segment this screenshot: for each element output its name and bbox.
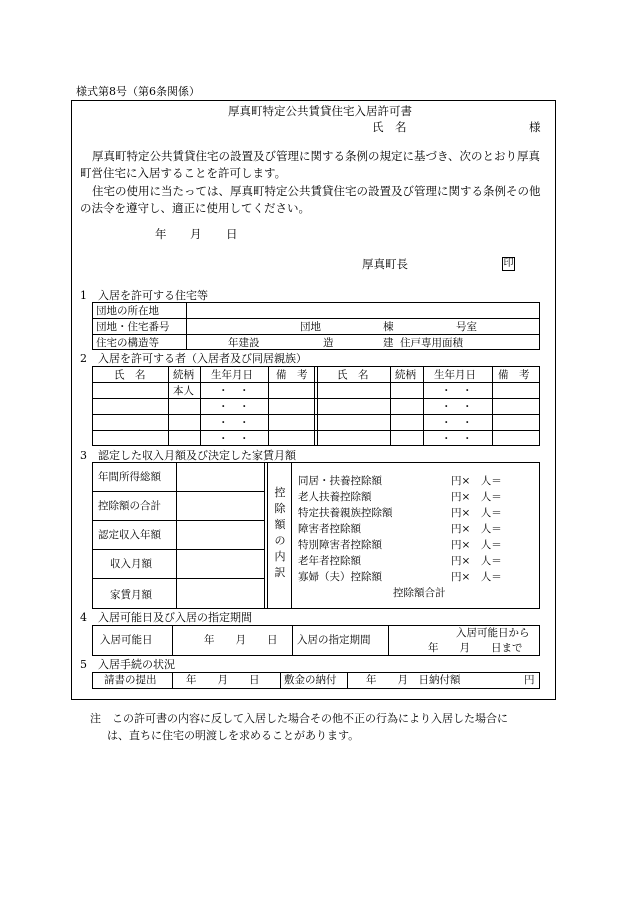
deduction-name: 同居・扶養控除額 bbox=[298, 475, 382, 487]
self-relation: 本人 bbox=[173, 385, 194, 397]
floor-area-label: 住戸専用面積 bbox=[400, 337, 463, 349]
deposit-payment-label: 敷金の納付 bbox=[284, 674, 337, 686]
seal-mark: 印 bbox=[503, 258, 514, 269]
vertical-label-char: 額 bbox=[274, 518, 286, 531]
deduction-unit: 円× 人＝ bbox=[451, 491, 502, 503]
monthly-income-label: 収入月額 bbox=[110, 558, 152, 570]
body-paragraph-1-line-2: 町営住宅に入居することを許可します。 bbox=[80, 166, 287, 180]
deduction-name: 老年者控除額 bbox=[298, 555, 361, 567]
deduction-name: 特定扶養親族控除額 bbox=[298, 507, 393, 519]
birthdate-dots: ・ ・ bbox=[441, 417, 473, 429]
deduction-unit: 円× 人＝ bbox=[451, 555, 502, 567]
header-remarks-right: 備 考 bbox=[498, 369, 530, 381]
monthly-rent-label: 家賃月額 bbox=[110, 589, 152, 601]
note-line-1: 注 この許可書の内容に反して入居した場合その他不正の行為により入居した場合に bbox=[90, 712, 508, 725]
deduction-unit: 円× 人＝ bbox=[451, 539, 502, 551]
vertical-label-char: 訳 bbox=[274, 566, 286, 579]
body-paragraph-2-line-2: の法令を遵守し、適正に使用してください。 bbox=[80, 201, 310, 215]
date-day: 日 bbox=[226, 227, 238, 241]
body-paragraph-1-line-1: 厚真町特定公共賃貸住宅の設置及び管理に関する条例の規定に基づき、次のとおり厚真 bbox=[92, 149, 541, 163]
deduction-total-label: 控除額の合計 bbox=[98, 500, 161, 512]
deduction-name: 老人扶養控除額 bbox=[298, 491, 372, 503]
deposit-yen: 円 bbox=[524, 674, 535, 686]
construction-year-text: 年建設 bbox=[228, 337, 260, 349]
goshitsu-text: 号室 bbox=[456, 321, 477, 333]
birthdate-dots: ・ ・ bbox=[218, 417, 250, 429]
form-number: 様式第8号（第6条関係） bbox=[76, 85, 200, 98]
issuer: 厚真町長 bbox=[362, 257, 408, 271]
annual-income-label: 年間所得総額 bbox=[98, 471, 161, 483]
header-birthdate-right: 生年月日 bbox=[434, 369, 476, 381]
deduction-unit: 円× 人＝ bbox=[451, 523, 502, 535]
deduction-name: 特別障害者控除額 bbox=[298, 539, 382, 551]
structure-type-text: 造 bbox=[323, 337, 334, 349]
vertical-label-char: 内 bbox=[274, 550, 286, 563]
birthdate-dots: ・ ・ bbox=[218, 433, 250, 445]
move-in-date-label: 入居可能日 bbox=[100, 634, 153, 646]
unit-number-label: 団地・住宅番号 bbox=[96, 321, 170, 333]
site-location-label: 団地の所在地 bbox=[96, 305, 159, 317]
deduction-total: 控除額合計 bbox=[393, 587, 446, 599]
section-5-title: 5 入居手続の状況 bbox=[80, 658, 175, 671]
vertical-label-char: の bbox=[274, 534, 286, 547]
deduction-unit: 円× 人＝ bbox=[451, 507, 502, 519]
deposit-payment-date: 年 月 日納付額 bbox=[366, 674, 461, 686]
building-text: 建 bbox=[383, 337, 394, 349]
section-4-title: 4 入居可能日及び入居の指定期間 bbox=[80, 611, 252, 624]
agreement-submission-label: 請書の提出 bbox=[104, 674, 157, 686]
header-relation-left: 続柄 bbox=[173, 369, 194, 381]
deduction-unit: 円× 人＝ bbox=[451, 475, 502, 487]
section-2-title: 2 入居を許可する者（入居者及び同居親族） bbox=[80, 352, 307, 365]
header-name-right: 氏 名 bbox=[337, 369, 369, 381]
birthdate-dots: ・ ・ bbox=[218, 401, 250, 413]
designated-period-label: 入居の指定期間 bbox=[297, 634, 371, 646]
addressee-honorific: 様 bbox=[529, 120, 541, 134]
date-month: 月 bbox=[190, 227, 202, 241]
section-1-title: 1 入居を許可する住宅等 bbox=[80, 289, 208, 302]
mune-text: 棟 bbox=[383, 321, 394, 333]
vertical-label-char: 控 bbox=[274, 486, 286, 499]
header-relation-right: 続柄 bbox=[395, 369, 416, 381]
period-from: 入居可能日から bbox=[456, 627, 530, 639]
birthdate-dots: ・ ・ bbox=[218, 385, 250, 397]
header-name-left: 氏 名 bbox=[114, 369, 146, 381]
birthdate-dots: ・ ・ bbox=[441, 433, 473, 445]
structure-label: 住宅の構造等 bbox=[96, 337, 159, 349]
header-remarks-left: 備 考 bbox=[276, 369, 308, 381]
danchi-text: 団地 bbox=[300, 321, 321, 333]
birthdate-dots: ・ ・ bbox=[441, 385, 473, 397]
move-in-date-ymd: 年 月 日 bbox=[204, 634, 278, 646]
period-until: 年 月 日まで bbox=[428, 642, 523, 654]
deduction-name: 障害者控除額 bbox=[298, 523, 361, 535]
vertical-label-char: 除 bbox=[274, 502, 286, 515]
certified-annual-income-label: 認定収入年額 bbox=[98, 529, 161, 541]
agreement-submission-date: 年 月 日 bbox=[186, 674, 260, 686]
deduction-unit: 円× 人＝ bbox=[451, 571, 502, 583]
birthdate-dots: ・ ・ bbox=[441, 401, 473, 413]
section-3-title: 3 認定した収入月額及び決定した家賃月額 bbox=[80, 449, 296, 462]
deduction-name: 寡婦（夫）控除額 bbox=[298, 571, 382, 583]
addressee-name-label: 氏 名 bbox=[372, 120, 407, 134]
note-line-2: は、直ちに住宅の明渡しを求めることがあります。 bbox=[107, 729, 360, 742]
date-year: 年 bbox=[155, 227, 167, 241]
body-paragraph-2-line-1: 住宅の使用に当たっては、厚真町特定公共賃貸住宅の設置及び管理に関する条例その他 bbox=[92, 184, 541, 198]
document-title: 厚真町特定公共賃貸住宅入居許可書 bbox=[228, 104, 412, 118]
header-birthdate-left: 生年月日 bbox=[211, 369, 253, 381]
